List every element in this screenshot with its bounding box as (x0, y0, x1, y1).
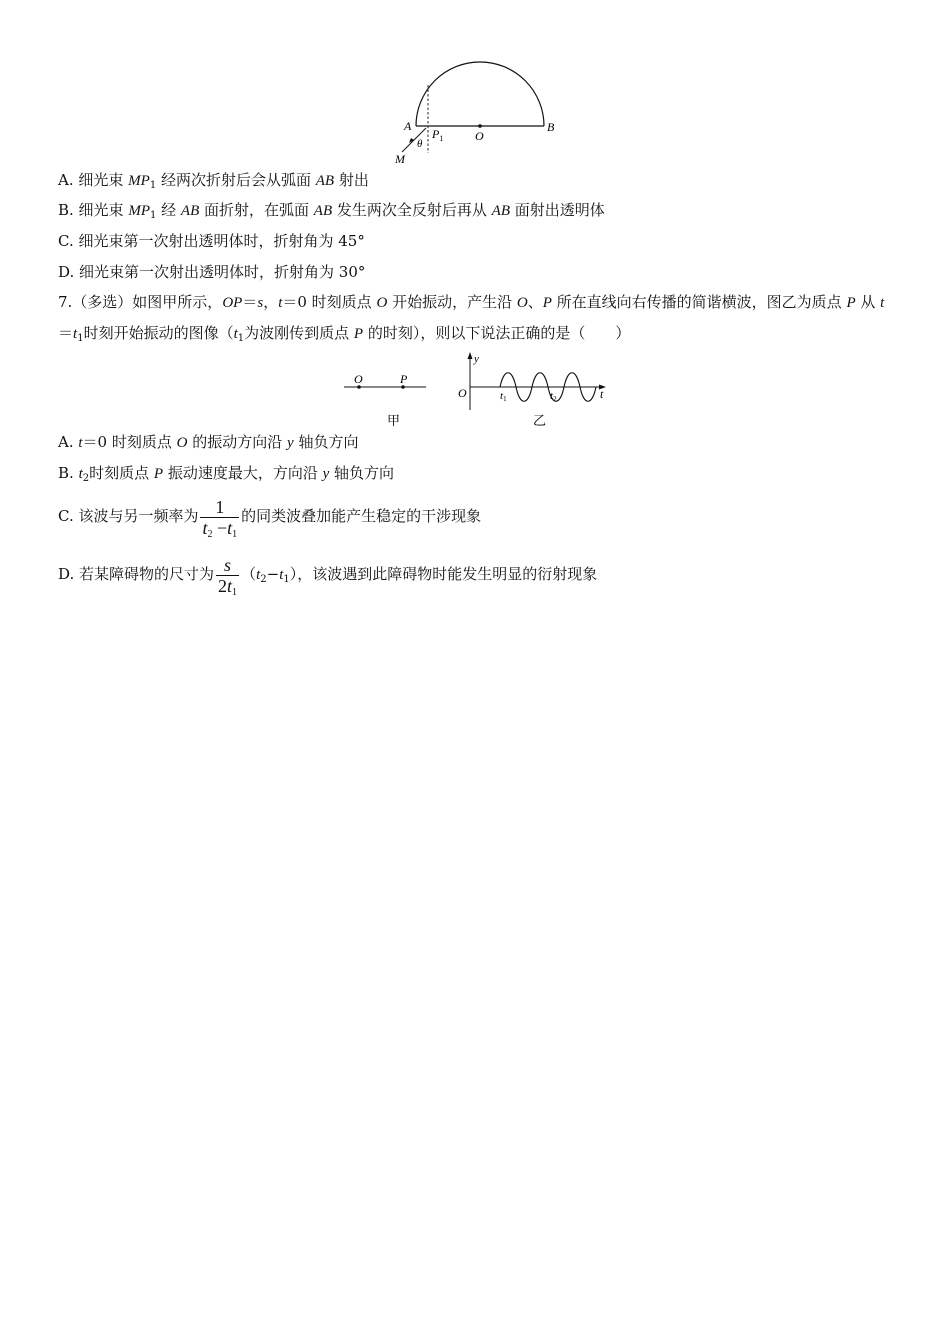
label-a: A (404, 119, 412, 133)
jia-label-o: O (354, 372, 363, 386)
label-m: M (395, 152, 405, 166)
yi-label-o: O (458, 386, 467, 400)
yi-label-y: y (474, 353, 479, 365)
q6-option-b[interactable]: B. 细光束 $MP_1$ 经 AB 面折射，在弧面 AB 发生两次全反射后再从 AB 面射出透明体 (58, 201, 605, 221)
q7-stem: 7.（多选）如图甲所示，OP＝s，t＝0 时刻质点 O 开始振动，产生沿 O、P 所在直线向右传播的简谐横波，图乙为质点 P 从 $t=t_1$时刻开始振动的图像（$t_1$为波刚传到质点 P 的时刻），则以下说法正确的是（ ） (58, 293, 885, 344)
yi-label-t: t (600, 387, 604, 401)
wave-figure (340, 350, 620, 434)
q6-option-a[interactable]: A. 细光束 $MP_1$ 经两次折射后会从弧面 AB 射出 (58, 171, 369, 191)
q6-option-d[interactable]: D. 细光束第一次射出透明体时，折射角为 30° (58, 263, 366, 281)
center-point-o (478, 124, 482, 128)
fraction-frequency: $\frac{1}{t_2 -t_1}$ (202, 496, 238, 540)
q7-option-c[interactable]: C. 该波与另一频率为 $\frac{1}{t_2 -t_1}$ 的同类波叠加能产生稳定的干涉现象 (58, 496, 482, 540)
q6-option-c[interactable]: C. 细光束第一次射出透明体时，折射角为 45° (58, 232, 365, 250)
label-theta: θ (417, 138, 423, 150)
semicircle-arc (416, 62, 544, 126)
q7-option-d[interactable]: D. 若某障碍物的尺寸为 $\frac{s}{2t_1}$ $(t_2-t_1)$，该波遇到此障碍物时能发生明显的衍射现象 (58, 554, 598, 598)
yi-y-arrow (468, 352, 473, 359)
semicircle-figure (390, 58, 570, 170)
label-b: B (547, 120, 555, 134)
label-p1: $P_1$ (432, 127, 444, 143)
q7-option-a[interactable]: A. t＝0 时刻质点 O 的振动方向沿 y 轴负方向 (58, 433, 359, 451)
yi-caption: 乙 (533, 414, 547, 429)
label-o: O (475, 129, 484, 143)
jia-label-p: P (400, 372, 408, 386)
jia-caption: 甲 (387, 414, 401, 429)
fraction-size: $\frac{s}{2t_1}$ (218, 554, 238, 598)
yi-label-t2: t2 (550, 390, 557, 403)
q7-option-b[interactable]: B. $t_2$时刻质点 P 振动速度最大，方向沿 y 轴负方向 (58, 464, 395, 484)
yi-label-t1: t1 (500, 390, 507, 403)
